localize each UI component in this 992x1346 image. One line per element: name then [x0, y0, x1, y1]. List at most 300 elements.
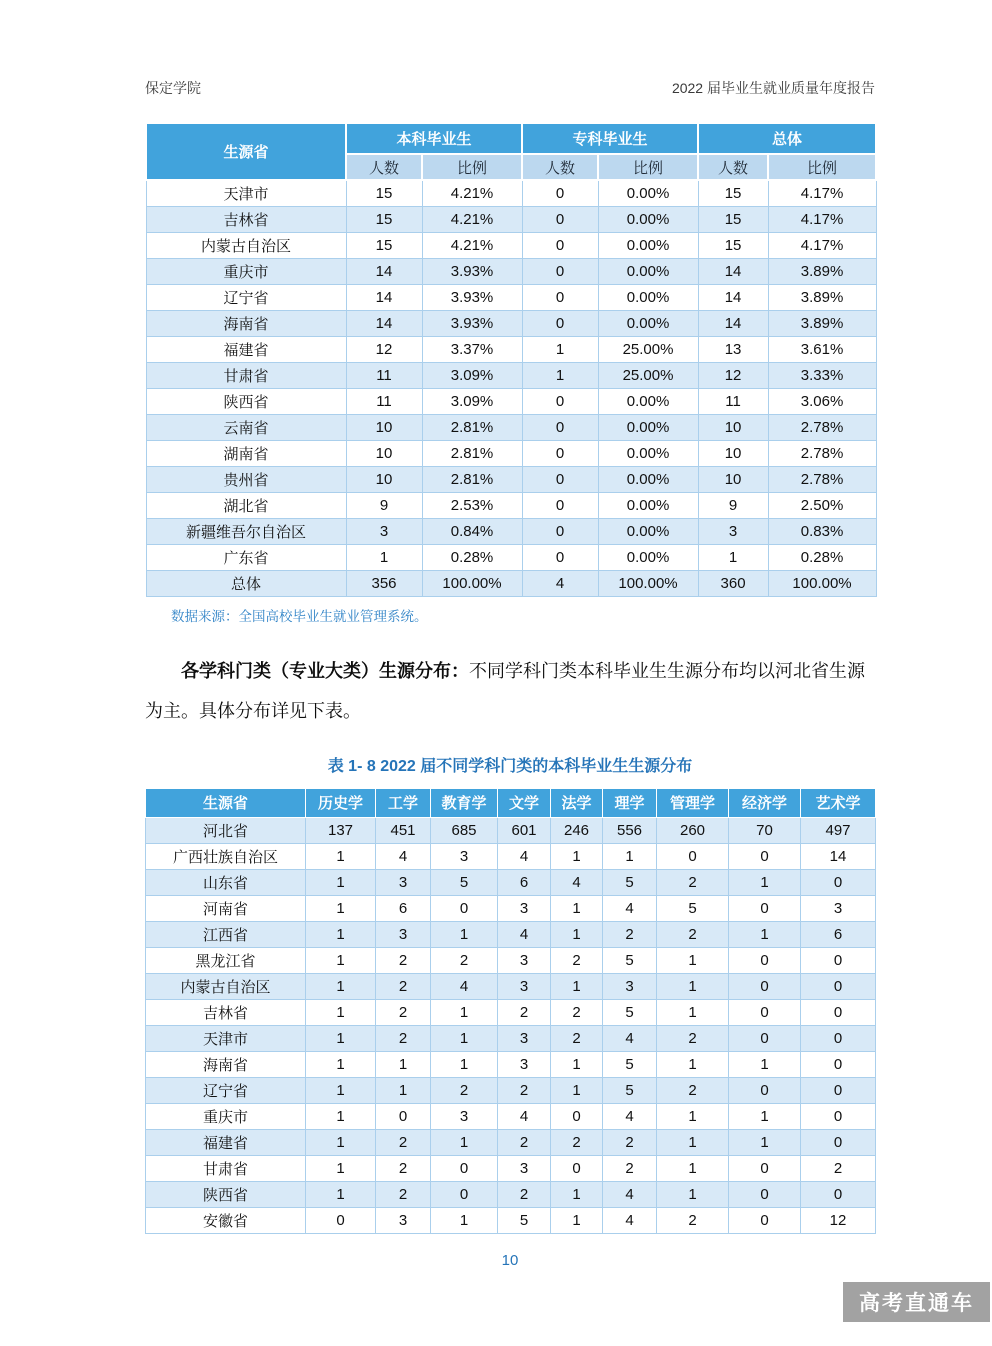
value-cell: 3	[603, 973, 657, 999]
value-cell: 10	[346, 414, 422, 440]
value-cell: 0	[522, 258, 598, 284]
table-row	[146, 414, 876, 440]
value-cell: 246	[551, 817, 603, 843]
province-cell: 内蒙古自治区	[146, 973, 306, 999]
value-cell: 5	[603, 1077, 657, 1103]
table-row	[146, 232, 876, 258]
value-cell: 1	[431, 1025, 498, 1051]
value-cell: 2	[498, 1129, 551, 1155]
value-cell: 4	[603, 1207, 657, 1233]
value-cell: 14	[801, 843, 876, 869]
province-cell: 吉林省	[146, 206, 346, 232]
value-cell: 1	[306, 1181, 376, 1207]
province-cell: 安徽省	[146, 1207, 306, 1233]
column-header-ratio: 比例	[422, 154, 522, 180]
province-cell: 海南省	[146, 1051, 306, 1077]
value-cell: 2	[551, 947, 603, 973]
value-cell: 4	[603, 1103, 657, 1129]
watermark-text: 高考直通车	[859, 1292, 974, 1315]
table1-header-group-row	[146, 123, 876, 154]
value-cell: 1	[306, 1129, 376, 1155]
value-cell: 3	[498, 1155, 551, 1181]
value-cell: 1	[657, 1129, 729, 1155]
value-cell: 4.21%	[422, 232, 522, 258]
value-cell: 10	[346, 440, 422, 466]
value-cell: 0	[801, 869, 876, 895]
data-source-note: 数据来源：全国高校毕业生就业管理系统。	[171, 608, 428, 624]
province-cell: 天津市	[146, 1025, 306, 1051]
column-header: 艺术学	[801, 788, 876, 817]
province-cell: 新疆维吾尔自治区	[146, 518, 346, 544]
value-cell: 100.00%	[598, 570, 698, 596]
province-cell: 河北省	[146, 817, 306, 843]
value-cell: 556	[603, 817, 657, 843]
value-cell: 1	[657, 1103, 729, 1129]
value-cell: 2.50%	[768, 492, 876, 518]
value-cell: 2	[603, 921, 657, 947]
value-cell: 3	[498, 973, 551, 999]
value-cell: 15	[698, 206, 768, 232]
value-cell: 1	[306, 1051, 376, 1077]
value-cell: 137	[306, 817, 376, 843]
value-cell: 1	[376, 1051, 431, 1077]
value-cell: 0	[729, 1155, 801, 1181]
value-cell: 360	[698, 570, 768, 596]
value-cell: 5	[431, 869, 498, 895]
value-cell: 1	[306, 947, 376, 973]
header-left-institution: 保定学院	[145, 80, 201, 96]
column-header: 经济学	[729, 788, 801, 817]
discipline-source-table	[145, 788, 876, 1234]
value-cell: 0	[729, 1181, 801, 1207]
value-cell: 25.00%	[598, 362, 698, 388]
value-cell: 3.61%	[768, 336, 876, 362]
paragraph-text: 不同学科门类本科毕业生生源分布均以河北省生源为主。具体分布详见下表。	[145, 660, 865, 721]
column-header: 教育学	[431, 788, 498, 817]
province-cell: 甘肃省	[146, 1155, 306, 1181]
value-cell: 0.00%	[598, 232, 698, 258]
value-cell: 15	[698, 180, 768, 206]
value-cell: 0	[431, 1181, 498, 1207]
table-row	[146, 1025, 876, 1051]
value-cell: 1	[729, 921, 801, 947]
value-cell: 2.81%	[422, 440, 522, 466]
value-cell: 2	[551, 1025, 603, 1051]
province-cell: 陕西省	[146, 1181, 306, 1207]
value-cell: 3.93%	[422, 310, 522, 336]
value-cell: 2.78%	[768, 440, 876, 466]
value-cell: 15	[346, 206, 422, 232]
value-cell: 1	[551, 895, 603, 921]
value-cell: 3	[376, 921, 431, 947]
table-row	[146, 921, 876, 947]
value-cell: 2	[376, 1025, 431, 1051]
value-cell: 70	[729, 817, 801, 843]
column-group-junior-college: 专科毕业生	[522, 123, 698, 154]
value-cell: 1	[698, 544, 768, 570]
value-cell: 4.17%	[768, 232, 876, 258]
value-cell: 1	[729, 869, 801, 895]
table-row	[146, 1051, 876, 1077]
column-group-undergraduate: 本科毕业生	[346, 123, 522, 154]
value-cell: 2	[431, 1077, 498, 1103]
value-cell: 2	[376, 1181, 431, 1207]
value-cell: 0	[801, 1103, 876, 1129]
column-header: 管理学	[657, 788, 729, 817]
value-cell: 1	[431, 1129, 498, 1155]
value-cell: 2	[657, 921, 729, 947]
value-cell: 0	[801, 999, 876, 1025]
province-cell: 福建省	[146, 1129, 306, 1155]
value-cell: 100.00%	[768, 570, 876, 596]
value-cell: 6	[498, 869, 551, 895]
value-cell: 5	[603, 947, 657, 973]
value-cell: 2	[603, 1155, 657, 1181]
value-cell: 0	[522, 414, 598, 440]
table-row	[146, 570, 876, 596]
table2-header-row	[146, 788, 876, 817]
value-cell: 0	[522, 492, 598, 518]
value-cell: 3.09%	[422, 362, 522, 388]
value-cell: 0	[551, 1155, 603, 1181]
province-cell: 山东省	[146, 869, 306, 895]
report-page	[145, 0, 875, 1269]
value-cell: 5	[603, 869, 657, 895]
page-number: 10	[501, 1251, 519, 1269]
province-cell: 贵州省	[146, 466, 346, 492]
value-cell: 0.84%	[422, 518, 522, 544]
value-cell: 3.09%	[422, 388, 522, 414]
value-cell: 9	[698, 492, 768, 518]
value-cell: 0	[522, 180, 598, 206]
province-cell: 广东省	[146, 544, 346, 570]
table-row	[146, 492, 876, 518]
value-cell: 4	[551, 869, 603, 895]
table-row	[146, 206, 876, 232]
value-cell: 2	[498, 1181, 551, 1207]
value-cell: 3.89%	[768, 284, 876, 310]
value-cell: 14	[346, 310, 422, 336]
value-cell: 497	[801, 817, 876, 843]
value-cell: 2	[603, 1129, 657, 1155]
province-cell: 云南省	[146, 414, 346, 440]
value-cell: 10	[698, 414, 768, 440]
value-cell: 0	[522, 310, 598, 336]
value-cell: 3	[498, 895, 551, 921]
value-cell: 1	[657, 1155, 729, 1181]
value-cell: 0	[729, 947, 801, 973]
table-row	[146, 973, 876, 999]
value-cell: 0	[522, 440, 598, 466]
value-cell: 1	[306, 973, 376, 999]
value-cell: 1	[657, 973, 729, 999]
value-cell: 0	[801, 947, 876, 973]
column-header: 文学	[498, 788, 551, 817]
value-cell: 0.00%	[598, 440, 698, 466]
value-cell: 14	[698, 284, 768, 310]
value-cell: 0.00%	[598, 388, 698, 414]
value-cell: 3.37%	[422, 336, 522, 362]
table-row	[146, 1103, 876, 1129]
value-cell: 1	[431, 921, 498, 947]
value-cell: 1	[551, 973, 603, 999]
value-cell: 0	[522, 232, 598, 258]
table-row	[146, 895, 876, 921]
province-cell: 海南省	[146, 310, 346, 336]
value-cell: 1	[306, 1155, 376, 1181]
table-row	[146, 180, 876, 206]
value-cell: 2	[376, 1155, 431, 1181]
value-cell: 0	[431, 895, 498, 921]
watermark-badge	[843, 1282, 990, 1322]
value-cell: 0	[801, 1129, 876, 1155]
value-cell: 1	[306, 1025, 376, 1051]
value-cell: 3	[346, 518, 422, 544]
value-cell: 4	[431, 973, 498, 999]
value-cell: 3	[376, 1207, 431, 1233]
value-cell: 0	[729, 1025, 801, 1051]
value-cell: 2	[498, 999, 551, 1025]
value-cell: 1	[522, 362, 598, 388]
value-cell: 3.06%	[768, 388, 876, 414]
table-row	[146, 310, 876, 336]
value-cell: 1	[657, 999, 729, 1025]
value-cell: 0	[376, 1103, 431, 1129]
province-cell: 总体	[146, 570, 346, 596]
value-cell: 1	[431, 1051, 498, 1077]
value-cell: 14	[346, 258, 422, 284]
value-cell: 0.00%	[598, 518, 698, 544]
body-paragraph	[145, 651, 875, 731]
value-cell: 1	[551, 1181, 603, 1207]
value-cell: 5	[498, 1207, 551, 1233]
table-row	[146, 947, 876, 973]
value-cell: 5	[603, 999, 657, 1025]
table-row	[146, 440, 876, 466]
value-cell: 0	[551, 1103, 603, 1129]
value-cell: 4	[522, 570, 598, 596]
value-cell: 3	[498, 947, 551, 973]
province-cell: 重庆市	[146, 1103, 306, 1129]
value-cell: 3.93%	[422, 258, 522, 284]
value-cell: 4	[603, 895, 657, 921]
column-header: 生源省	[146, 788, 306, 817]
column-header: 工学	[376, 788, 431, 817]
column-header-count: 人数	[698, 154, 768, 180]
header-right-report-title: 2022 届毕业生就业质量年度报告	[671, 80, 875, 96]
value-cell: 2	[376, 973, 431, 999]
value-cell: 0.00%	[598, 414, 698, 440]
page-header	[145, 78, 875, 98]
province-cell: 辽宁省	[146, 1077, 306, 1103]
value-cell: 10	[698, 440, 768, 466]
value-cell: 14	[698, 258, 768, 284]
province-cell: 吉林省	[146, 999, 306, 1025]
value-cell: 1	[729, 1103, 801, 1129]
value-cell: 0	[431, 1155, 498, 1181]
value-cell: 4	[498, 921, 551, 947]
province-cell: 天津市	[146, 180, 346, 206]
value-cell: 0	[729, 973, 801, 999]
column-header: 理学	[603, 788, 657, 817]
value-cell: 12	[346, 336, 422, 362]
value-cell: 15	[346, 232, 422, 258]
value-cell: 1	[522, 336, 598, 362]
table-row	[146, 1077, 876, 1103]
value-cell: 5	[603, 1051, 657, 1077]
table-row	[146, 518, 876, 544]
value-cell: 1	[551, 1051, 603, 1077]
value-cell: 9	[346, 492, 422, 518]
province-cell: 湖北省	[146, 492, 346, 518]
value-cell: 0	[801, 1077, 876, 1103]
value-cell: 2	[376, 999, 431, 1025]
paragraph-lead: 各学科门类（专业大类）生源分布：	[181, 660, 469, 681]
value-cell: 11	[346, 362, 422, 388]
value-cell: 3	[801, 895, 876, 921]
province-cell: 黑龙江省	[146, 947, 306, 973]
table2-caption: 表 1- 8 2022 届不同学科门类的本科毕业生生源分布	[327, 757, 693, 775]
column-header-ratio: 比例	[598, 154, 698, 180]
value-cell: 1	[306, 869, 376, 895]
value-cell: 0	[801, 973, 876, 999]
value-cell: 1	[657, 1181, 729, 1207]
value-cell: 2	[431, 947, 498, 973]
value-cell: 5	[657, 895, 729, 921]
value-cell: 4	[603, 1025, 657, 1051]
value-cell: 0.00%	[598, 206, 698, 232]
value-cell: 1	[306, 1103, 376, 1129]
province-cell: 陕西省	[146, 388, 346, 414]
value-cell: 2	[657, 1025, 729, 1051]
value-cell: 14	[346, 284, 422, 310]
value-cell: 6	[376, 895, 431, 921]
value-cell: 0	[522, 544, 598, 570]
value-cell: 3	[498, 1051, 551, 1077]
value-cell: 0	[729, 895, 801, 921]
value-cell: 1	[551, 843, 603, 869]
value-cell: 3.93%	[422, 284, 522, 310]
province-cell: 甘肃省	[146, 362, 346, 388]
value-cell: 260	[657, 817, 729, 843]
value-cell: 1	[376, 1077, 431, 1103]
value-cell: 1	[729, 1051, 801, 1077]
table-row	[146, 1207, 876, 1233]
column-header: 历史学	[306, 788, 376, 817]
value-cell: 2.78%	[768, 414, 876, 440]
table-row	[146, 843, 876, 869]
value-cell: 1	[306, 843, 376, 869]
value-cell: 2	[551, 1129, 603, 1155]
value-cell: 25.00%	[598, 336, 698, 362]
value-cell: 10	[698, 466, 768, 492]
value-cell: 13	[698, 336, 768, 362]
table-row	[146, 284, 876, 310]
value-cell: 3	[698, 518, 768, 544]
column-header-province: 生源省	[146, 123, 346, 180]
table-row	[146, 544, 876, 570]
province-cell: 河南省	[146, 895, 306, 921]
value-cell: 2	[376, 1129, 431, 1155]
value-cell: 10	[346, 466, 422, 492]
value-cell: 451	[376, 817, 431, 843]
value-cell: 4	[603, 1181, 657, 1207]
value-cell: 0	[522, 518, 598, 544]
value-cell: 0	[729, 999, 801, 1025]
value-cell: 2	[376, 947, 431, 973]
value-cell: 2	[657, 1207, 729, 1233]
value-cell: 4.21%	[422, 180, 522, 206]
province-source-table	[145, 122, 877, 597]
value-cell: 4	[376, 843, 431, 869]
value-cell: 1	[306, 895, 376, 921]
value-cell: 2.81%	[422, 414, 522, 440]
province-cell: 重庆市	[146, 258, 346, 284]
table2-body	[146, 817, 876, 1233]
value-cell: 0.00%	[598, 466, 698, 492]
table-row	[146, 1155, 876, 1181]
table-row	[146, 999, 876, 1025]
province-cell: 辽宁省	[146, 284, 346, 310]
value-cell: 1	[551, 921, 603, 947]
value-cell: 0	[657, 843, 729, 869]
value-cell: 2.78%	[768, 466, 876, 492]
value-cell: 0.83%	[768, 518, 876, 544]
value-cell: 4	[498, 1103, 551, 1129]
value-cell: 1	[306, 999, 376, 1025]
value-cell: 1	[551, 1207, 603, 1233]
table-row	[146, 362, 876, 388]
value-cell: 11	[346, 388, 422, 414]
province-cell: 湖南省	[146, 440, 346, 466]
value-cell: 0	[522, 466, 598, 492]
value-cell: 1	[346, 544, 422, 570]
province-cell: 江西省	[146, 921, 306, 947]
value-cell: 0	[801, 1181, 876, 1207]
value-cell: 1	[306, 1077, 376, 1103]
value-cell: 3	[498, 1025, 551, 1051]
table-row	[146, 869, 876, 895]
value-cell: 4.21%	[422, 206, 522, 232]
value-cell: 0.00%	[598, 492, 698, 518]
value-cell: 4.17%	[768, 206, 876, 232]
table-row	[146, 466, 876, 492]
value-cell: 12	[698, 362, 768, 388]
value-cell: 2.81%	[422, 466, 522, 492]
value-cell: 1	[603, 843, 657, 869]
value-cell: 0.00%	[598, 544, 698, 570]
value-cell: 356	[346, 570, 422, 596]
value-cell: 3.89%	[768, 310, 876, 336]
value-cell: 100.00%	[422, 570, 522, 596]
value-cell: 1	[657, 1051, 729, 1077]
table-row	[146, 258, 876, 284]
value-cell: 601	[498, 817, 551, 843]
value-cell: 2	[498, 1077, 551, 1103]
value-cell: 11	[698, 388, 768, 414]
value-cell: 1	[431, 1207, 498, 1233]
value-cell: 1	[729, 1129, 801, 1155]
value-cell: 0.00%	[598, 180, 698, 206]
column-header-count: 人数	[346, 154, 422, 180]
value-cell: 0.28%	[768, 544, 876, 570]
value-cell: 1	[657, 947, 729, 973]
value-cell: 14	[698, 310, 768, 336]
value-cell: 3.33%	[768, 362, 876, 388]
column-header-ratio: 比例	[768, 154, 876, 180]
value-cell: 2	[657, 1077, 729, 1103]
value-cell: 0.00%	[598, 310, 698, 336]
